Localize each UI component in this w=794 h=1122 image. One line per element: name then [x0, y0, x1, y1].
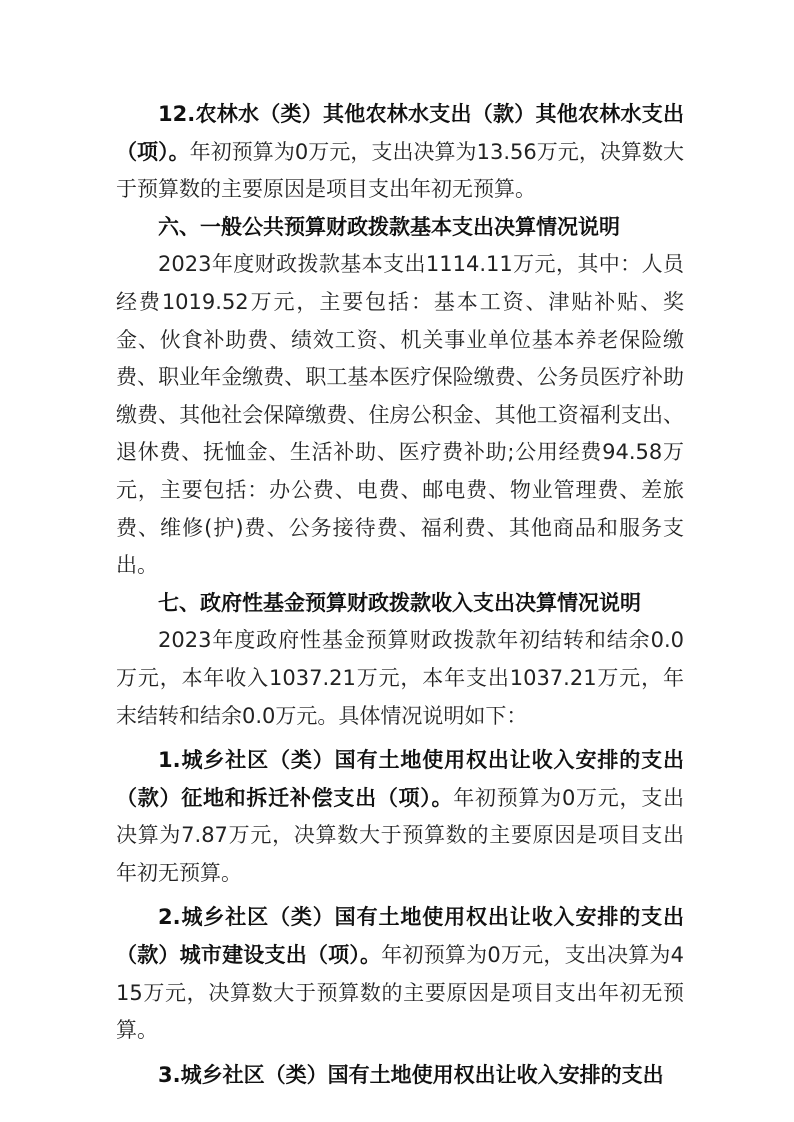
section-heading-text: 六、一般公共预算财政拨款基本支出决算情况说明	[158, 214, 620, 239]
paragraph-text: 年初预算为0万元，支出决算为13.56万元，决算数大于预算数的主要原因是项目支出年初无预算。	[116, 139, 685, 202]
paragraph-basic-expenditure	[116, 246, 684, 584]
paragraph-land-other	[116, 1057, 684, 1095]
paragraph-text: 年初预算为0万元，支出决算为415万元，决算数大于预算数的主要原因是项目支出年初无预算。	[116, 943, 684, 1043]
paragraph-urban-construction	[116, 899, 684, 1049]
paragraph-text: 2023年度政府性基金预算财政拨款年初结转和结余0.0万元，本年收入1037.21万元，本年支出1037.21万元，年末结转和结余0.0万元。具体情况说明如下：	[116, 628, 684, 728]
paragraph-heading: 3.城乡社区（类）国有土地使用权出让收入安排的支出	[158, 1062, 664, 1087]
paragraph-agriculture-other	[116, 96, 684, 209]
paragraph-government-fund	[116, 622, 684, 735]
paragraph-heading: 1.城乡社区（类）国有土地使用权出让收入安排的支出（款）征地和拆迁补偿支出（项）。	[116, 748, 684, 810]
paragraph-heading: 12.农林水（类）其他农林水支出（款）其他农林水支出（项）。	[116, 102, 684, 164]
section-heading-basic-expenditure	[116, 209, 684, 247]
paragraph-text: 年初预算为0万元，支出决算为7.87万元，决算数大于预算数的主要原因是项目支出年初无预算。	[116, 785, 684, 885]
paragraph-land-compensation	[116, 742, 684, 892]
section-heading-government-fund	[116, 585, 684, 623]
section-heading-text: 七、政府性基金预算财政拨款收入支出决算情况说明	[158, 590, 641, 615]
paragraph-text: 2023年度财政拨款基本支出1114.11万元，其中：人员经费1019.52万元，主要包括：基本工资、津贴补贴、奖金、伙食补助费、绩效工资、机关事业单位基本养老保险缴费、职业年金缴费、职工基本医疗保险缴费、公务员医疗补助缴费、其他社会保障缴费、住房公积金、其他工资福利支出、退休费、抚恤金、生活补助、医疗费补助;公用经费94.58万元，主要包括：办公费、电费、邮电费、物业管理费、差旅费、维修(护)费、公务接待费、福利费、其他商品和服务支出。	[116, 252, 684, 578]
paragraph-heading: 2.城乡社区（类）国有土地使用权出让收入安排的支出（款）城市建设支出（项）。	[116, 905, 684, 968]
